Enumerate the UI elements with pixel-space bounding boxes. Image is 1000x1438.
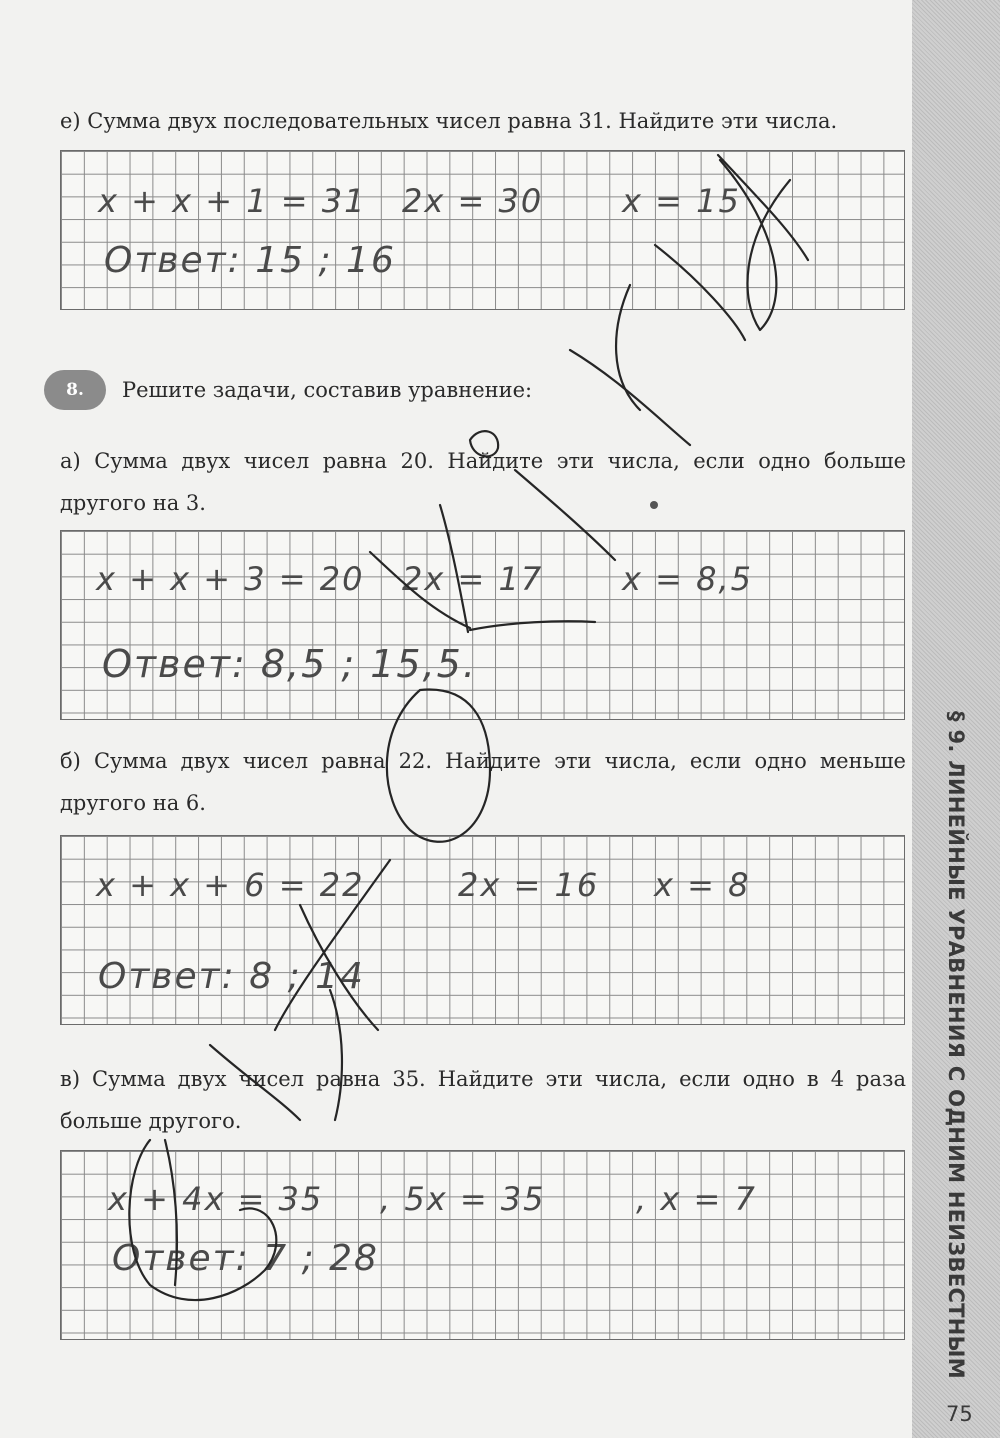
scribble-stroke (129, 1140, 276, 1300)
task-b-work-3: x = 8 (654, 866, 751, 904)
task-b-answer: Ответ: 8 ; 14 (98, 956, 365, 997)
ink-dot (650, 501, 658, 509)
task-c-work-3: , x = 7 (636, 1180, 757, 1218)
scribble-stroke (718, 155, 808, 260)
task-c-work-1: x + 4x = 35 (108, 1180, 324, 1218)
task-b-question: б) Сумма двух чисел равна 22. Найдите эти числа, если одно меньше другого на 6. (60, 749, 906, 815)
chapter-title: § 9. ЛИНЕЙНЫЕ УРАВНЕНИЯ С ОДНИМ НЕИЗВЕСТНЫМ (944, 711, 968, 1379)
task-a-work-2: 2x = 17 (402, 560, 544, 598)
exercise-heading: Решите задачи, составив уравнение: (122, 378, 533, 402)
scribble-stroke (300, 905, 378, 1030)
task-a-answer: Ответ: 8,5 ; 15,5. (102, 642, 477, 686)
exercise-number-badge: 8. (44, 370, 106, 410)
page-number: 75 (946, 1402, 973, 1426)
scribble-stroke (720, 160, 790, 330)
task-e-work-3: x = 15 (622, 182, 741, 220)
scribble-stroke (387, 690, 490, 842)
task-b-work-1: x + x + 6 = 22 (96, 866, 365, 904)
scribble-stroke (165, 1140, 177, 1285)
scribble-stroke (275, 860, 390, 1030)
task-e-work-1: x + x + 1 = 31 (98, 182, 367, 220)
task-c-work-2: , 5x = 35 (380, 1180, 546, 1218)
scribble-stroke (470, 621, 595, 630)
task-e-work-2: 2x = 30 (402, 182, 544, 220)
task-e-question: е) Сумма двух последовательных чисел равна 31. Найдите эти числа. (60, 109, 838, 133)
task-c-question: в) Сумма двух чисел равна 35. Найдите эти числа, если одно в 4 раза больше другого. (60, 1067, 906, 1133)
task-b-work-2: 2x = 16 (458, 866, 600, 904)
scribble-stroke (515, 470, 615, 560)
task-a-question: а) Сумма двух чисел равна 20. Найдите эти числа, если одно больше другого на 3. (60, 449, 906, 515)
scribble-stroke (655, 245, 745, 340)
task-a-work-1: x + x + 3 = 20 (96, 560, 365, 598)
scribble-stroke (210, 1045, 300, 1120)
task-e-answer: Ответ: 15 ; 16 (104, 240, 396, 281)
task-c-answer: Ответ: 7 ; 28 (112, 1238, 379, 1279)
task-a-work-3: x = 8,5 (622, 560, 753, 598)
scribble-stroke (330, 990, 342, 1120)
scribble-stroke (470, 431, 498, 456)
